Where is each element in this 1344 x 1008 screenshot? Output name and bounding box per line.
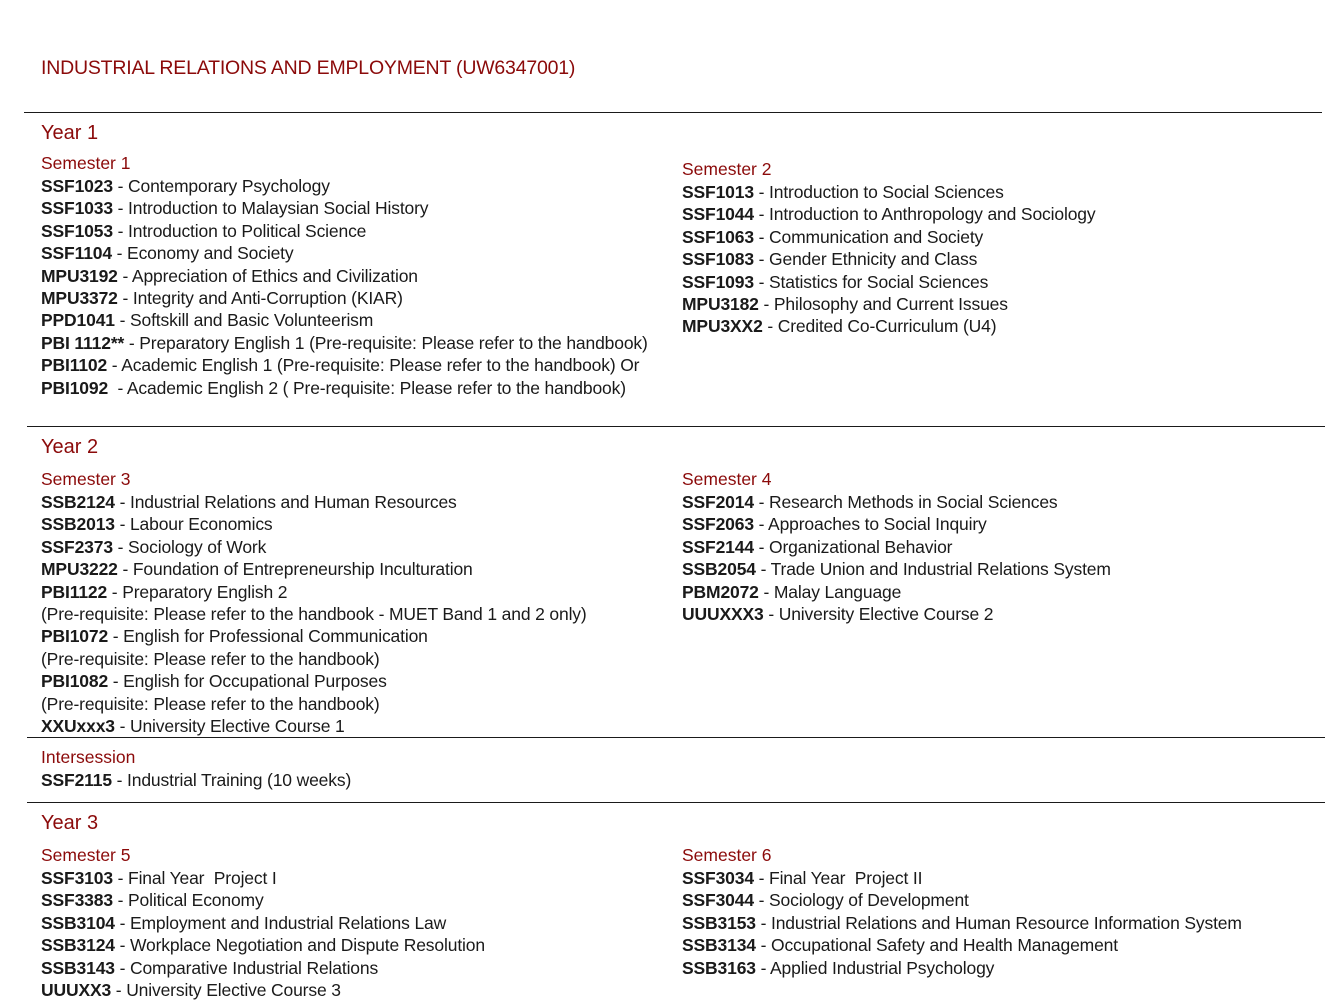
semester-label: Semester 4 xyxy=(682,469,772,489)
course-title: - Preparatory English 1 (Pre-requisite: Please refer to the handbook) xyxy=(124,332,648,353)
course-title: - Foundation of Entrepreneurship Inculturation xyxy=(117,559,473,580)
course-row xyxy=(41,769,681,791)
course-code: MPU3XX2 xyxy=(682,316,763,337)
course-row xyxy=(682,271,1322,293)
course-row xyxy=(682,513,1322,535)
course-row xyxy=(682,248,1322,270)
course-title: - Communication and Society xyxy=(753,226,984,247)
course-row xyxy=(41,242,681,264)
course-title: - Preparatory English 2 xyxy=(107,581,288,602)
course-title: - Industrial Training (10 weeks) xyxy=(111,770,352,790)
year1-semester2 xyxy=(682,158,1322,338)
course-code: SSF1093 xyxy=(682,271,754,292)
course-title: - University Elective Course 1 xyxy=(114,716,345,737)
course-code: SSF1013 xyxy=(682,182,754,202)
course-title: (Pre-requisite: Please refer to the handbook) xyxy=(41,693,380,714)
course-code: SSF3103 xyxy=(41,868,113,888)
semester-label: Intersession xyxy=(41,747,136,767)
semester-label: Semester 2 xyxy=(682,159,772,179)
course-row xyxy=(41,220,681,242)
course-code: SSB3124 xyxy=(41,935,115,956)
year1-heading: Year 1 xyxy=(41,122,99,144)
course-row xyxy=(41,265,681,287)
course-title: - Introduction to Political Science xyxy=(112,220,367,241)
course-code: SSF2144 xyxy=(682,536,754,557)
course-row xyxy=(41,957,681,979)
course-title: - Appreciation of Ethics and Civilization xyxy=(117,265,418,286)
course-code: SSF2373 xyxy=(41,536,113,557)
course-code: SSF2014 xyxy=(682,492,754,512)
course-row xyxy=(41,979,681,1001)
semester-label: Semester 1 xyxy=(41,153,131,173)
course-row xyxy=(682,226,1322,248)
course-code: SSF1023 xyxy=(41,176,113,196)
course-row xyxy=(682,581,1322,603)
semester-label: Semester 6 xyxy=(682,845,772,865)
course-row xyxy=(41,558,681,580)
course-title: - Industrial Relations and Human Resources xyxy=(114,492,457,512)
year3-semester6 xyxy=(682,844,1322,979)
course-code: PBI1072 xyxy=(41,626,109,647)
course-code: SSB3104 xyxy=(41,912,115,933)
year3-semester5 xyxy=(41,844,681,1001)
course-row xyxy=(682,912,1322,934)
year1-semester1 xyxy=(41,152,681,399)
course-row xyxy=(41,332,681,354)
course-row xyxy=(682,957,1322,979)
course-code: SSF1044 xyxy=(682,204,754,225)
course-row xyxy=(682,491,1322,513)
course-title: - Softskill and Basic Volunteerism xyxy=(114,310,374,331)
course-row xyxy=(41,536,681,558)
year2-intersession xyxy=(41,746,681,791)
divider-year2 xyxy=(27,426,1325,427)
course-title: - Final Year Project II xyxy=(753,868,923,888)
course-row xyxy=(41,867,681,889)
course-code: SSF1033 xyxy=(41,198,113,219)
course-row xyxy=(41,625,681,647)
course-title: - English for Professional Communication xyxy=(108,626,428,647)
course-title: - English for Occupational Purposes xyxy=(108,671,387,692)
course-code: SSF1104 xyxy=(41,243,112,264)
course-code: SSB3153 xyxy=(682,912,756,933)
divider-year1 xyxy=(24,112,1322,113)
course-row xyxy=(41,513,681,535)
course-row xyxy=(41,491,681,513)
course-row xyxy=(682,867,1322,889)
course-row xyxy=(41,670,681,692)
course-code: MPU3372 xyxy=(41,288,118,309)
year2-semester3 xyxy=(41,468,681,737)
course-title: - Approaches to Social Inquiry xyxy=(753,514,987,535)
course-code: SSB3134 xyxy=(682,935,756,956)
course-title: - Sociology of Work xyxy=(112,536,267,557)
course-code: SSB2054 xyxy=(682,559,756,580)
course-row xyxy=(682,181,1322,203)
course-title: - University Elective Course 2 xyxy=(763,604,994,625)
course-title: - Research Methods in Social Sciences xyxy=(753,492,1058,512)
course-code: PBI1092 xyxy=(41,377,109,398)
course-title: - Integrity and Anti-Corruption (KIAR) xyxy=(117,288,403,309)
course-title: - Academic English 1 (Pre-requisite: Please refer to the handbook) Or xyxy=(107,355,640,376)
course-title: - Credited Co-Curriculum (U4) xyxy=(762,316,997,337)
course-title: - Gender Ethnicity and Class xyxy=(753,249,978,270)
course-row xyxy=(682,889,1322,911)
course-title: - Economy and Society xyxy=(111,243,294,264)
course-code: MPU3192 xyxy=(41,265,118,286)
course-row xyxy=(41,309,681,331)
course-title: - Workplace Negotiation and Dispute Resolution xyxy=(114,935,485,956)
course-code: SSF1053 xyxy=(41,220,113,241)
course-row xyxy=(41,354,681,376)
course-row xyxy=(682,558,1322,580)
course-row xyxy=(682,536,1322,558)
course-row xyxy=(682,293,1322,315)
course-title: (Pre-requisite: Please refer to the handbook - MUET Band 1 and 2 only) xyxy=(41,604,587,625)
course-row xyxy=(41,934,681,956)
course-row xyxy=(41,603,681,625)
course-title: - Statistics for Social Sciences xyxy=(753,271,989,292)
course-row xyxy=(682,934,1322,956)
course-title: - Comparative Industrial Relations xyxy=(114,957,379,978)
course-row xyxy=(682,315,1322,337)
course-title: - Employment and Industrial Relations Law xyxy=(114,912,447,933)
course-row xyxy=(682,203,1322,225)
course-title: - Philosophy and Current Issues xyxy=(758,294,1008,315)
divider-year3 xyxy=(27,802,1325,803)
course-title: - Introduction to Malaysian Social History xyxy=(112,198,429,219)
semester-label: Semester 5 xyxy=(41,845,131,865)
course-row xyxy=(41,889,681,911)
course-title: - Final Year Project I xyxy=(112,868,277,888)
course-code: SSF2063 xyxy=(682,514,754,535)
course-code: PBI1102 xyxy=(41,355,108,376)
course-row xyxy=(41,912,681,934)
course-row xyxy=(41,287,681,309)
course-code: PBI1082 xyxy=(41,671,109,692)
course-row xyxy=(41,693,681,715)
course-code: MPU3182 xyxy=(682,294,759,315)
course-code: SSB2013 xyxy=(41,514,115,535)
course-title: - University Elective Course 3 xyxy=(111,980,341,1001)
course-code: XXUxxx3 xyxy=(41,716,115,737)
course-title: - Academic English 2 ( Pre-requisite: Please refer to the handbook) xyxy=(108,377,626,398)
course-code: SSB2124 xyxy=(41,492,115,512)
course-code: PBI1122 xyxy=(41,581,108,602)
course-row xyxy=(682,603,1322,625)
course-code: MPU3222 xyxy=(41,559,118,580)
course-title: - Political Economy xyxy=(112,890,264,911)
course-code: SSB3163 xyxy=(682,957,756,978)
course-code: SSF3034 xyxy=(682,868,754,888)
course-code: UUUXXX3 xyxy=(682,604,764,625)
course-title: - Introduction to Anthropology and Sociology xyxy=(753,204,1096,225)
course-row xyxy=(41,648,681,670)
course-code: SSF1063 xyxy=(682,226,754,247)
course-title: (Pre-requisite: Please refer to the handbook) xyxy=(41,648,380,669)
year3-heading: Year 3 xyxy=(41,812,99,834)
course-row xyxy=(41,715,681,737)
course-code: PBI 1112** xyxy=(41,332,125,353)
year2-semester4 xyxy=(682,468,1322,625)
divider-intersession xyxy=(27,737,1325,738)
course-code: SSF2115 xyxy=(41,770,112,790)
course-code: SSB3143 xyxy=(41,957,115,978)
course-title: - Applied Industrial Psychology xyxy=(755,957,995,978)
course-title: - Labour Economics xyxy=(114,514,273,535)
course-code: PPD1041 xyxy=(41,310,115,331)
course-title: - Introduction to Social Sciences xyxy=(753,182,1004,202)
year2-heading: Year 2 xyxy=(41,436,99,458)
course-title: - Trade Union and Industrial Relations System xyxy=(755,559,1111,580)
course-title: - Sociology of Development xyxy=(753,890,969,911)
course-title: - Organizational Behavior xyxy=(753,536,953,557)
course-code: SSF1083 xyxy=(682,249,754,270)
course-code: UUUXX3 xyxy=(41,980,112,1001)
course-row xyxy=(41,377,681,399)
semester-label: Semester 3 xyxy=(41,469,131,489)
programme-title: INDUSTRIAL RELATIONS AND EMPLOYMENT (UW6347001) xyxy=(41,57,576,79)
course-title: - Contemporary Psychology xyxy=(112,176,330,196)
course-row xyxy=(41,175,681,197)
course-row xyxy=(41,581,681,603)
course-title: - Occupational Safety and Health Management xyxy=(755,935,1118,956)
course-code: SSF3044 xyxy=(682,890,754,911)
course-code: PBM2072 xyxy=(682,581,759,602)
course-title: - Malay Language xyxy=(758,581,902,602)
course-code: SSF3383 xyxy=(41,890,113,911)
course-title: - Industrial Relations and Human Resource Information System xyxy=(755,912,1242,933)
course-row xyxy=(41,197,681,219)
